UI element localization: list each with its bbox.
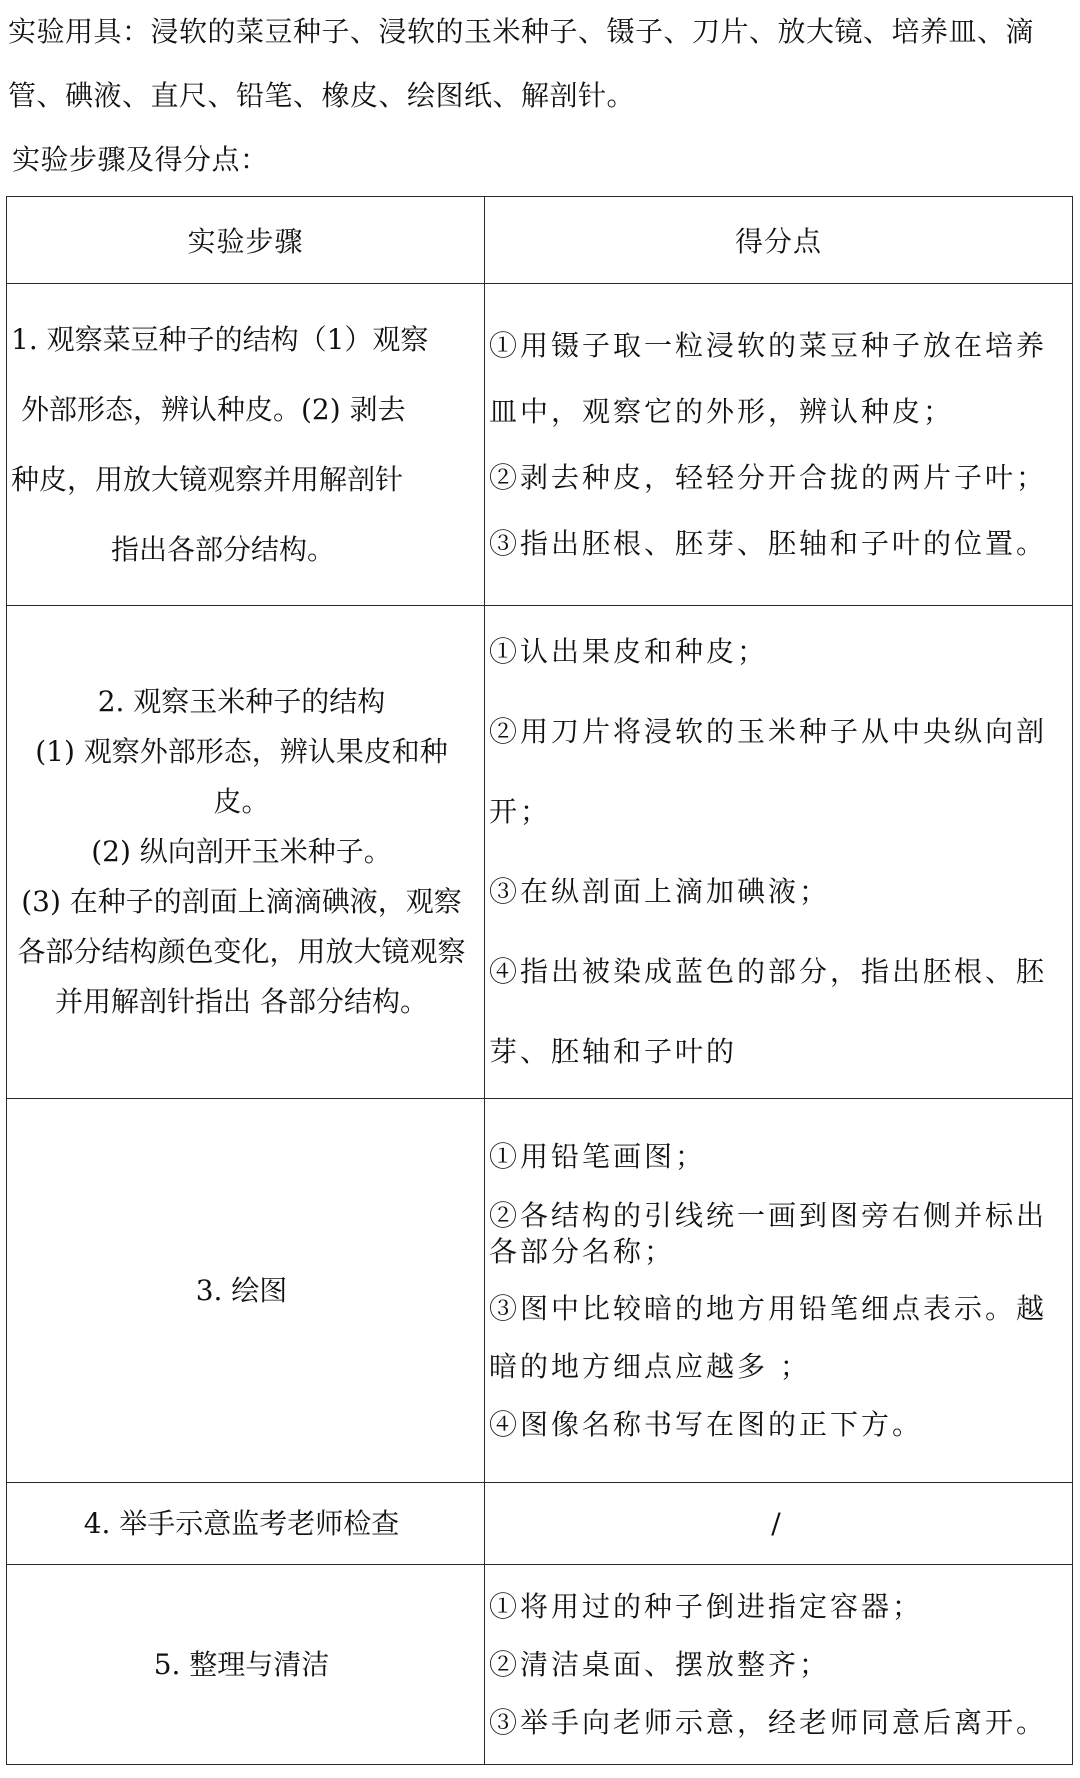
step-line: 外部形态，辨认种皮。(2) 剥去 [21, 392, 406, 426]
point-item: ①将用过的种子倒进指定容器； [489, 1589, 924, 1623]
step-cell [7, 606, 485, 1099]
step-cell [7, 1565, 485, 1765]
step-cell [7, 284, 485, 606]
point-item: ①认出果皮和种皮； [489, 635, 769, 668]
point-item: ②用刀片将浸软的玉米种子从中央纵向剖开； [489, 715, 1048, 828]
point-item: ①用镊子取一粒浸软的菜豆种子放在培养皿中，观察它的外形，辨认种皮； [489, 328, 1048, 428]
point-item: ④指出被染成蓝色的部分，指出胚根、胚芽、胚轴和子叶的 [489, 955, 1048, 1068]
steps-heading: 实验步骤及得分点： [12, 143, 269, 176]
point-item: ②各结构的引线统一画到图旁右侧并标出各部分名称； [489, 1198, 1048, 1268]
table-row [7, 606, 1073, 1099]
header-steps: 实验步骤 [7, 197, 485, 284]
table-row [7, 1483, 1073, 1565]
step-line: (2) 纵向剖开玉米种子。 [91, 835, 392, 868]
point-item: ②剥去种皮，轻轻分开合拢的两片子叶； [489, 460, 1048, 494]
step-line: 种皮，用放大镜观察并用解剖针 [11, 462, 404, 496]
step-line: 4. 举手示意监考老师检查 [83, 1506, 400, 1540]
table-header-row [7, 197, 1073, 284]
point-item: ③举手向老师示意，经老师同意后离开。 [489, 1705, 1048, 1739]
step-line: 指出各部分结构。 [111, 532, 336, 566]
points-cell [485, 1483, 1073, 1565]
point-item: ③在纵剖面上滴加碘液； [489, 875, 831, 908]
points-cell [485, 606, 1073, 1099]
scoring-table [6, 196, 1073, 1765]
point-item: ④图像名称书写在图的正下方。 [489, 1407, 924, 1441]
step-line: 1. 观察菜豆种子的结构（1）观察 [11, 322, 429, 356]
points-cell [485, 1099, 1073, 1483]
step-line: (1) 观察外部形态，辨认果皮和种皮。 [35, 735, 448, 818]
point-item: ②清洁桌面、摆放整齐； [489, 1647, 831, 1681]
step-cell [7, 1483, 485, 1565]
step-line: 2. 观察玉米种子的结构 [97, 685, 386, 718]
table-row [7, 284, 1073, 606]
point-item: ③图中比较暗的地方用铅笔细点表示。越暗的地方细点应越多 ； [489, 1291, 1048, 1383]
point-item: ①用铅笔画图； [489, 1139, 707, 1173]
header-points: 得分点 [485, 197, 1073, 284]
step-cell [7, 1099, 485, 1483]
point-item: ③指出胚根、胚芽、胚轴和子叶的位置。 [489, 526, 1048, 560]
step-line: (3) 在种子的剖面上滴滴碘液，观察各部分结构颜色变化，用放大镜观察并用解剖针指出 各部分结构。 [17, 885, 466, 1018]
step-line: 3. 绘图 [195, 1273, 288, 1307]
materials-text: 实验用具：浸软的菜豆种子、浸软的玉米种子、镊子、刀片、放大镜、培养皿、滴管、碘液、直尺、铅笔、橡皮、绘图纸、解剖针。 [8, 15, 1035, 112]
table-row [7, 1099, 1073, 1483]
points-cell [485, 1565, 1073, 1765]
step-line: 5. 整理与清洁 [153, 1647, 330, 1681]
point-item: / [771, 1507, 784, 1540]
points-cell [485, 284, 1073, 606]
table-row [7, 1565, 1073, 1765]
